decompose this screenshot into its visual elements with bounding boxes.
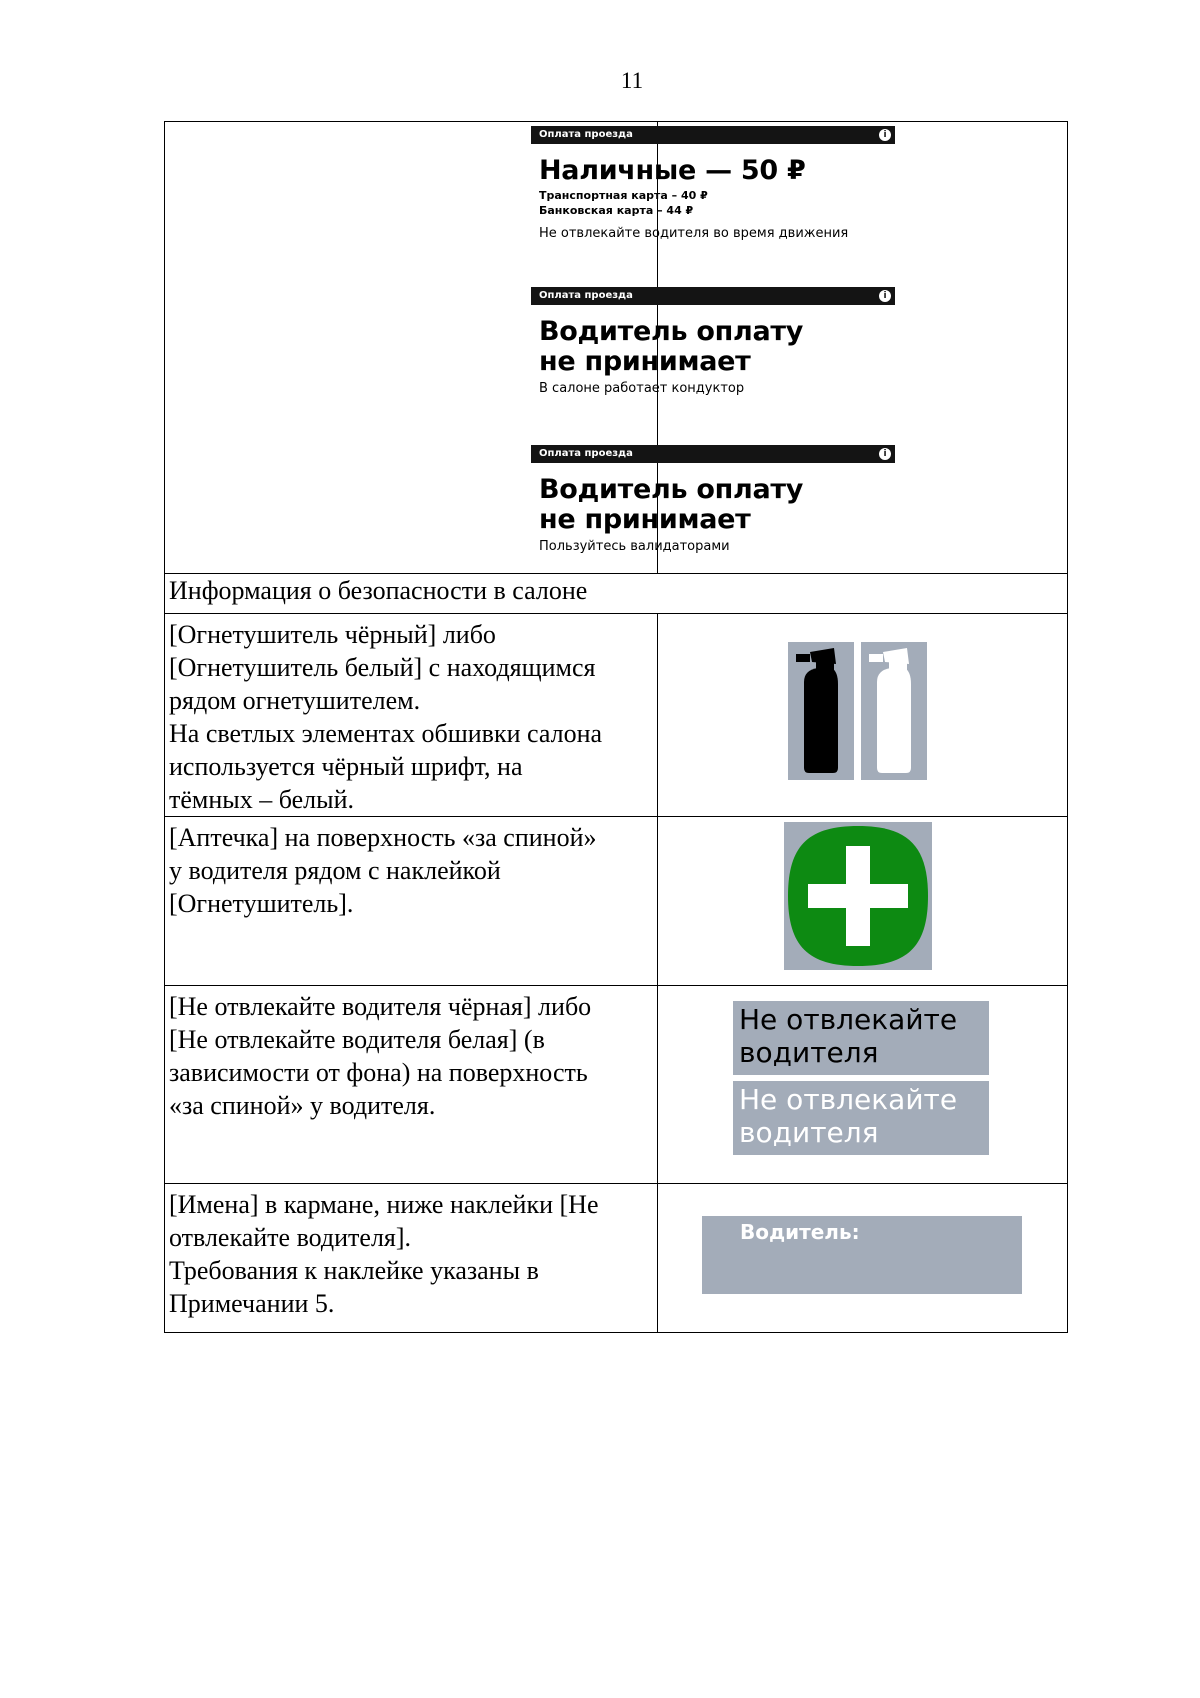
payment-sign-bar-label: Оплата проезда xyxy=(539,290,633,301)
text-line: [Имена] в кармане, ниже наклейки [Не xyxy=(169,1190,599,1219)
text-line: [Не отвлекайте водителя белая] (в xyxy=(169,1025,545,1054)
do-not-distract-text-cell xyxy=(165,986,658,1184)
extinguisher-white-sticker xyxy=(861,642,927,780)
payment-sign-bar-label: Оплата проезда xyxy=(539,129,633,140)
payment-sign-note: Пользуйтесь валидаторами xyxy=(539,539,730,554)
table-row-extinguisher xyxy=(165,614,1068,817)
text-line: [Огнетушитель]. xyxy=(169,889,354,918)
extinguisher-white-icon xyxy=(861,642,927,780)
do-not-distract-black-sticker xyxy=(733,1001,989,1075)
extinguisher-text-cell xyxy=(165,614,658,817)
sticker-line: водителя xyxy=(739,1036,879,1069)
page-number: 11 xyxy=(620,68,644,93)
text-line: отвлекайте водителя]. xyxy=(169,1223,412,1252)
info-icon: i xyxy=(879,290,891,302)
names-text-cell xyxy=(165,1184,658,1333)
driver-name-plate xyxy=(702,1216,1022,1294)
text-line: На светлых элементах обшивки салона xyxy=(169,719,603,748)
payment-sign-headline: Водитель оплату xyxy=(539,316,804,347)
text-line: [Аптечка] на поверхность «за спиной» xyxy=(169,823,597,852)
text-line: «за спиной» у водителя. xyxy=(169,1091,436,1120)
payment-sign-bar xyxy=(531,126,895,144)
payment-sign-bar-label: Оплата проезда xyxy=(539,448,633,459)
table-row-first-aid xyxy=(165,817,1068,986)
payment-sign-bar xyxy=(531,287,895,305)
sticker-line: Не отвлекайте xyxy=(739,1083,958,1116)
payment-sign-headline: не принимает xyxy=(539,346,751,377)
sticker-line: водителя xyxy=(739,1116,879,1149)
extinguisher-black-icon xyxy=(788,642,854,780)
text-line: Требования к наклейке указаны в xyxy=(169,1256,539,1285)
text-line: Примечании 5. xyxy=(169,1289,335,1318)
text-line: [Огнетушитель чёрный] либо xyxy=(169,620,496,649)
payment-sign-headline: Наличные — 50 ₽ xyxy=(539,155,806,186)
info-icon: i xyxy=(879,129,891,141)
text-line: рядом огнетушителем. xyxy=(169,686,421,715)
first-aid-text-cell xyxy=(165,817,658,986)
payment-sign-validators xyxy=(531,445,895,555)
do-not-distract-white-sticker xyxy=(733,1081,989,1155)
payment-sign-bar xyxy=(531,445,895,463)
payment-sign-note: Не отвлекайте водителя во время движения xyxy=(539,226,849,241)
payment-sign-headline: Водитель оплату xyxy=(539,474,804,505)
payment-sign-conductor xyxy=(531,287,895,397)
first-aid-cross-icon xyxy=(784,822,932,970)
payment-sign-note: В салоне работает кондуктор xyxy=(539,381,745,396)
text-line: у водителя рядом с наклейкой xyxy=(169,856,501,885)
sticker-line: Не отвлекайте xyxy=(739,1003,958,1036)
payment-sign-small-line: Банковская карта – 44 ₽ xyxy=(539,204,694,217)
text-line: [Не отвлекайте водителя чёрная] либо xyxy=(169,992,592,1021)
driver-name-plate-label: Водитель: xyxy=(740,1220,860,1244)
text-line: используется чёрный шрифт, на xyxy=(169,752,523,781)
info-icon: i xyxy=(879,448,891,460)
text-line: тёмных – белый. xyxy=(169,785,355,814)
text-line: [Огнетушитель белый] с находящимся xyxy=(169,653,596,682)
extinguisher-black-sticker xyxy=(788,642,854,780)
first-aid-sticker xyxy=(784,822,932,970)
payment-sign-cash xyxy=(531,126,895,242)
table-row-section-heading xyxy=(165,574,1068,614)
payment-sign-headline: не принимает xyxy=(539,504,751,535)
section-heading: Информация о безопасности в салоне xyxy=(165,574,1068,614)
payment-sign-small-line: Транспортная карта – 40 ₽ xyxy=(539,189,708,202)
text-line: зависимости от фона) на поверхность xyxy=(169,1058,588,1087)
